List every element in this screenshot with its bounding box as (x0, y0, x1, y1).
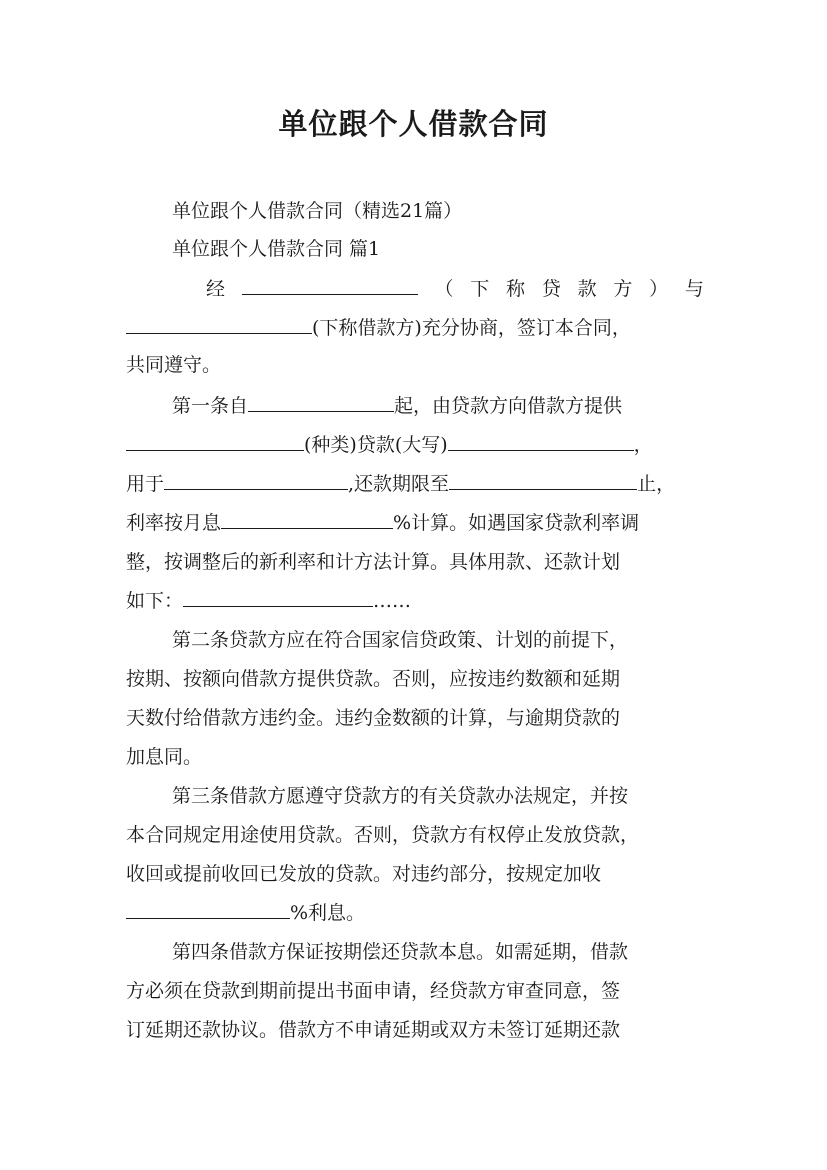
text-segment: 起，由贷款方向借款方提供 (394, 395, 623, 417)
text-segment: 款 (577, 278, 597, 300)
article-2-line-1: 第二条贷款方应在符合国家信贷政策、计划的前提下， (172, 629, 629, 651)
article-3-line-3: 收回或提前收回已发放的贷款。对违约部分，按规定加收 (126, 863, 602, 885)
blank-line (449, 469, 637, 490)
text-segment: %计算。如遇国家贷款利率调 (393, 512, 640, 534)
paragraph-1-line-1 (206, 274, 704, 304)
text-segment: 下 (470, 278, 490, 300)
text-segment: 与 (684, 278, 704, 300)
blank-line (126, 898, 290, 919)
text-segment: 止， (637, 473, 676, 495)
text-segment: (种类)贷款(大写) (304, 434, 448, 456)
text-segment: …… (373, 590, 412, 612)
text-segment: (下称借款方)充分协商，签订本合同， (312, 317, 631, 339)
blank-line (248, 391, 394, 412)
article-1-line-2 (126, 430, 704, 460)
article-1-line-3 (126, 469, 704, 499)
article-4-line-3: 订延期还款协议。借款方不申请延期或双方未签订延期还款 (126, 1019, 621, 1041)
text-segment: 称 (506, 278, 526, 300)
article-4-line-2: 方必须在贷款到期前提出书面申请，经贷款方审查同意，签 (126, 980, 621, 1002)
paragraph-1-line-2 (126, 313, 704, 343)
text-segment: 经 (206, 278, 226, 300)
blank-line (126, 430, 304, 451)
article-1-line-1 (172, 391, 704, 421)
blank-line (221, 508, 393, 529)
article-3-line-4 (126, 898, 704, 928)
document-title: 单位跟个人借款合同 (278, 107, 549, 141)
section-heading: 单位跟个人借款合同 篇1 (172, 238, 381, 260)
blank-line (164, 469, 348, 490)
text-segment: （ (434, 278, 454, 300)
text-segment: 第一条自 (172, 395, 249, 417)
blank-line (183, 586, 373, 607)
article-2-line-2: 按期、按额向借款方提供贷款。否则，应按违约数额和延期 (126, 668, 621, 690)
article-2-line-3: 天数付给借款方违约金。违约金数额的计算，与逾期贷款的 (126, 707, 621, 729)
text-segment: ,还款期限至 (348, 473, 450, 495)
text-segment: 方 (613, 278, 633, 300)
text-segment: ） (649, 278, 669, 300)
article-1-line-5: 整，按调整后的新利率和计方法计算。具体用款、还款计划 (126, 551, 621, 573)
article-3-line-2: 本合同规定用途使用贷款。否则，贷款方有权停止发放贷款， (126, 824, 640, 846)
article-4-line-1: 第四条借款方保证按期偿还贷款本息。如需延期，借款 (172, 941, 629, 963)
article-3-line-1: 第三条借款方愿遵守贷款方的有关贷款办法规定，并按 (172, 785, 629, 807)
text-segment: 利率按月息 (126, 512, 222, 534)
text-segment: 如下： (126, 590, 184, 612)
article-1-line-4 (126, 508, 704, 538)
text-segment: %利息。 (290, 902, 366, 924)
blank-line (242, 274, 418, 295)
text-segment: 用于 (126, 473, 165, 495)
text-segment: 贷 (541, 278, 561, 300)
document-subtitle: 单位跟个人借款合同（精选21篇） (172, 200, 463, 222)
paragraph-1-line-3: 共同遵守。 (126, 354, 222, 376)
text-segment: ， (633, 434, 653, 456)
blank-line (126, 313, 312, 334)
blank-line (448, 430, 634, 451)
article-2-line-4: 加息同。 (126, 746, 203, 768)
article-1-line-6 (126, 586, 704, 616)
